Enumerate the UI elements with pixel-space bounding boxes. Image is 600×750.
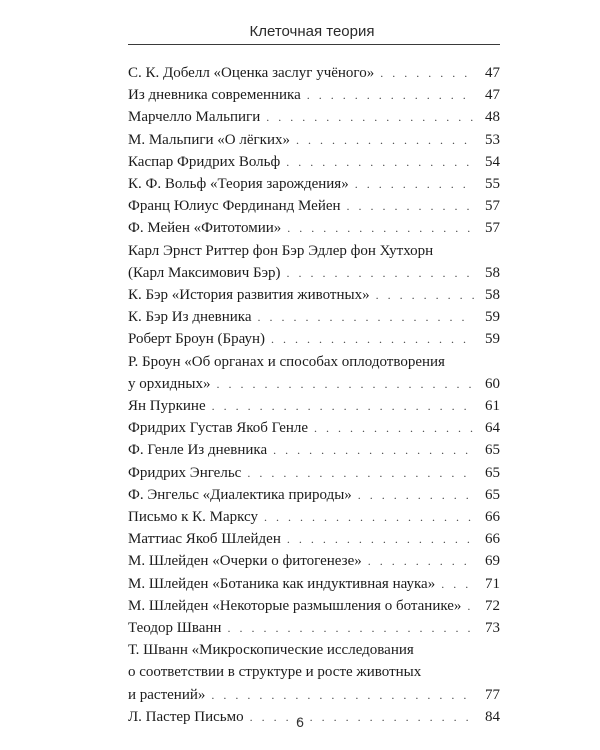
toc-entry-title-line: Карл Эрнст Риттер фон Бэр Эдлер фон Хутхорн (128, 242, 434, 259)
toc-entry-page-number: 65 (485, 486, 500, 503)
dot-leader (258, 306, 475, 328)
toc-entry[interactable] (128, 284, 500, 306)
toc-entry[interactable] (128, 595, 500, 617)
toc-entry-title: К. Бэр «История развития животных» (128, 287, 370, 304)
toc-entry-page-number: 73 (485, 620, 500, 637)
toc-entry[interactable] (128, 351, 500, 395)
toc-entry-page-number: 72 (485, 597, 500, 614)
toc-entry-page-number: 57 (485, 198, 500, 215)
toc-entry[interactable] (128, 173, 500, 195)
toc-entry-page-number: 84 (485, 708, 500, 725)
toc-entry-page-number: 66 (485, 531, 500, 548)
toc-entry[interactable] (128, 62, 500, 84)
dot-leader (467, 595, 474, 617)
toc-entry-page-number: 47 (485, 87, 500, 104)
toc-entry-page-number: 57 (485, 220, 500, 237)
dot-leader (287, 528, 474, 550)
toc-entry-title: Роберт Броун (Браун) (128, 331, 266, 348)
toc-entry-title: М. Шлейден «Очерки о фитогенезе» (128, 553, 362, 570)
dot-leader (287, 217, 474, 239)
toc-entry-title-line: Т. Шванн «Микроскопические исследования (128, 642, 414, 659)
dot-leader (441, 573, 474, 595)
dot-leader (347, 195, 474, 217)
toc-entry-page-number: 71 (485, 575, 500, 592)
dot-leader (307, 84, 474, 106)
toc-entry-page-number: 55 (485, 176, 500, 193)
toc-entry-title: Л. Пастер Письмо (128, 708, 244, 725)
toc-entry-page-number: 59 (485, 331, 500, 348)
toc-entry-page-number: 66 (485, 509, 500, 526)
toc-entry-title: С. К. Добелл «Оценка заслуг учёного» (128, 65, 375, 81)
toc-entry-page-number: 64 (485, 420, 500, 437)
dot-leader (247, 462, 474, 484)
toc-entry-title: Письмо к К. Марксу (128, 509, 259, 526)
toc-entry-title: Фридрих Густав Якоб Генле (128, 420, 309, 437)
toc-entry-page-number: 58 (485, 287, 500, 304)
dot-leader (314, 417, 474, 439)
dot-leader (355, 173, 474, 195)
toc-entry-title: и растений» (128, 686, 206, 703)
toc-entry-title: Каспар Фридрих Вольф (128, 153, 281, 170)
dot-leader (286, 151, 474, 173)
toc-entry[interactable] (128, 217, 500, 239)
dot-leader (227, 617, 474, 639)
toc-entry-title-line: Р. Броун «Об органах и способах оплодотворения (128, 353, 445, 370)
toc-entry-title: М. Шлейден «Ботаника как индуктивная наука» (128, 575, 436, 592)
toc-entry-last-line (128, 262, 500, 284)
toc-entry[interactable] (128, 617, 500, 639)
toc-entry-page-number: 69 (485, 553, 500, 570)
toc-entry-page-number: 54 (485, 153, 500, 170)
header-rule (128, 44, 500, 45)
table-of-contents (128, 62, 500, 728)
toc-entry[interactable] (128, 506, 500, 528)
toc-entry[interactable] (128, 328, 500, 350)
toc-entry-title: М. Шлейден «Некоторые размышления о ботанике» (128, 597, 462, 614)
toc-entry-title: Франц Юлиус Фердинанд Мейен (128, 198, 341, 215)
toc-entry-page-number: 65 (485, 442, 500, 459)
running-header: Клеточная теория (249, 23, 375, 40)
dot-leader (217, 373, 474, 395)
toc-entry[interactable] (128, 417, 500, 439)
toc-entry-title: Теодор Шванн (128, 620, 222, 637)
dot-leader (271, 328, 474, 350)
toc-entry-last-line (128, 373, 500, 395)
toc-entry-title: М. Мальпиги «О лёгких» (128, 131, 290, 148)
toc-entry-title: К. Ф. Вольф «Теория зарождения» (128, 176, 349, 193)
toc-entry-page-number: 61 (485, 398, 500, 415)
toc-entry-title: Ф. Мейен «Фитотомии» (128, 220, 282, 237)
toc-entry[interactable] (128, 462, 500, 484)
toc-entry-page-number: 53 (485, 131, 500, 148)
toc-entry[interactable] (128, 306, 500, 328)
toc-entry-title-line: о соответствии в структуре и росте животных (128, 664, 422, 681)
toc-entry[interactable] (128, 151, 500, 173)
dot-leader (212, 395, 474, 417)
toc-entry-title: Фридрих Энгельс (128, 464, 242, 481)
dot-leader (380, 62, 474, 84)
toc-entry-page-number: 60 (485, 375, 500, 392)
toc-entry-page-number: 47 (485, 65, 500, 81)
toc-entry[interactable] (128, 528, 500, 550)
toc-entry-title: К. Бэр Из дневника (128, 309, 252, 326)
toc-entry[interactable] (128, 195, 500, 217)
toc-entry[interactable] (128, 484, 500, 506)
toc-entry-title: Маттиас Якоб Шлейден (128, 531, 281, 548)
toc-entry[interactable] (128, 84, 500, 106)
toc-entry-last-line (128, 684, 500, 706)
toc-entry-page-number: 59 (485, 309, 500, 326)
toc-entry[interactable] (128, 639, 500, 706)
toc-entry-page-number: 65 (485, 464, 500, 481)
toc-entry[interactable] (128, 439, 500, 461)
dot-leader (266, 106, 474, 128)
toc-entry-title: у орхидных» (128, 375, 211, 392)
dot-leader (358, 484, 474, 506)
toc-entry-title: Ян Пуркине (128, 398, 206, 415)
toc-entry[interactable] (128, 550, 500, 572)
toc-entry[interactable] (128, 129, 500, 151)
toc-entry-title: Ф. Генле Из дневника (128, 442, 268, 459)
toc-entry-page-number: 77 (485, 686, 500, 703)
dot-leader (376, 284, 474, 306)
page-number: 6 (296, 714, 304, 730)
toc-entry-page-number: 58 (485, 264, 500, 281)
dot-leader (287, 262, 474, 284)
toc-entry-title: (Карл Максимович Бэр) (128, 264, 281, 281)
dot-leader (368, 550, 474, 572)
dot-leader (211, 684, 474, 706)
toc-entry[interactable] (128, 395, 500, 417)
toc-entry[interactable] (128, 240, 500, 284)
dot-leader (264, 506, 474, 528)
toc-entry-page-number: 48 (485, 109, 500, 126)
dot-leader (273, 439, 474, 461)
dot-leader (296, 129, 474, 151)
toc-entry-title: Ф. Энгельс «Диалектика природы» (128, 486, 352, 503)
toc-entry-title: Марчелло Мальпиги (128, 109, 261, 126)
toc-entry[interactable] (128, 573, 500, 595)
toc-entry-title: Из дневника современника (128, 87, 301, 104)
toc-entry[interactable] (128, 106, 500, 128)
